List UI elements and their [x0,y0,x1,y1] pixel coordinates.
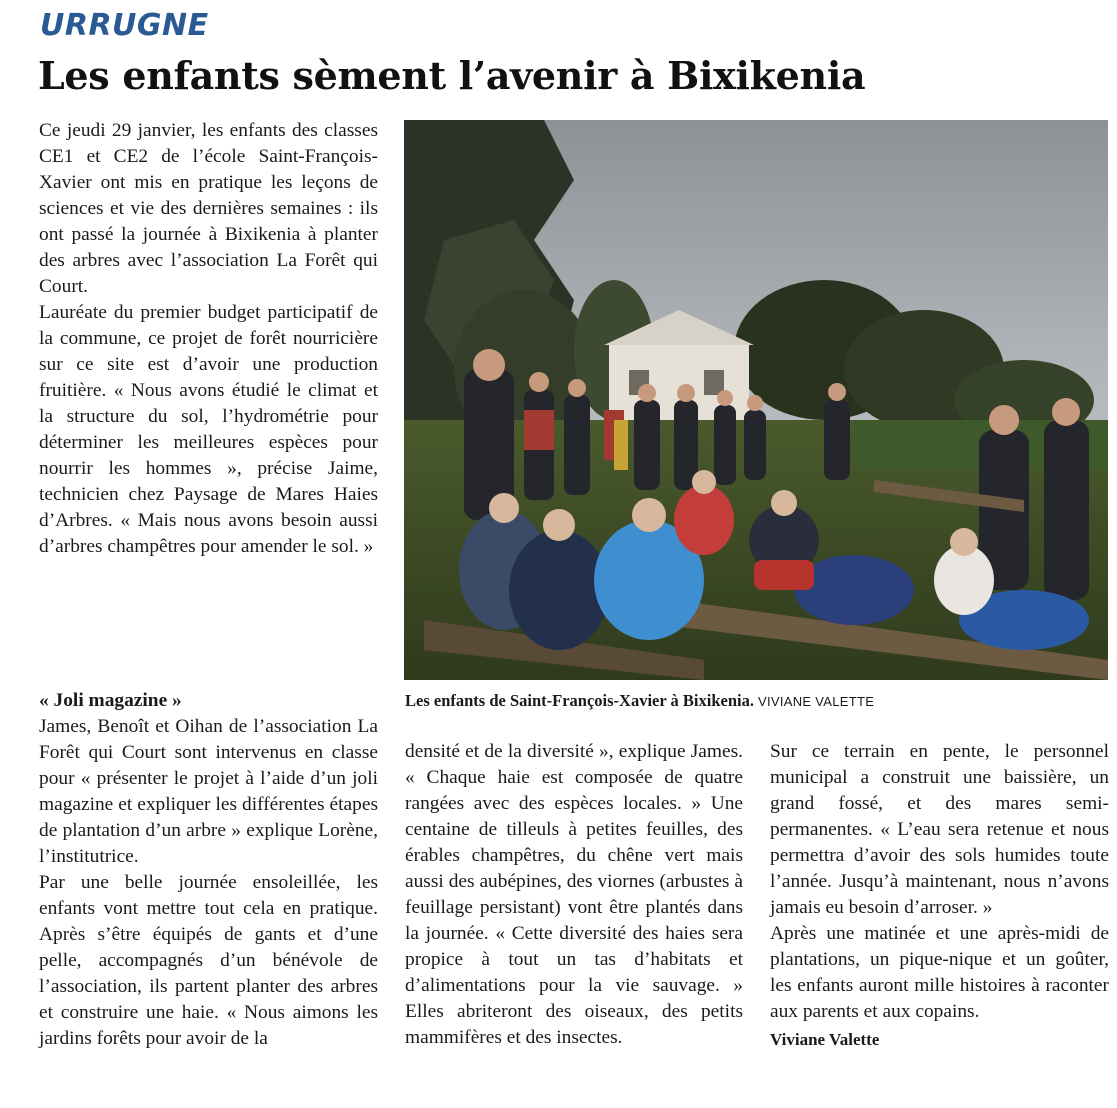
paragraph: Par une belle journée ensoleillée, les enfants vont mettre tout cela en pratique. Après s’être équipés de gants et d’une pelle, accompagnés d’un bénévole de l’association, ils partent planter des arbres et construire une haie. « Nous aimons les jardins forêts pour avoir de la [39,872,378,1049]
article-headline: Les enfants sèment l’avenir à Bixikenia [38,53,866,98]
paragraph: Après une matinée et une après-midi de plantations, un pique-nique et un goûter, les enfants auront mille histoires à raconter aux parents et aux copains. [770,923,1109,1022]
column-1 [39,118,378,560]
column-1-continued [39,688,378,1052]
column-3 [770,739,1109,1053]
article-photo [404,120,1108,680]
paragraph: James, Benoît et Oihan de l’association La Forêt qui Court sont intervenus en classe pour « présenter le projet à l’aide d’un joli magazine et expliquer les différentes étapes de plantation d’un arbre » explique Lorène, l’institutrice. [39,716,378,867]
paragraph: Sur ce terrain en pente, le personnel municipal a construit une baissière, un grand fossé, et des mares semi-permanentes. « L’eau sera retenue et nous permettra d’avoir des sols humides toute l’année. Jusqu’à maintenant, nous n’avons jamais eu besoin d’arroser. » [770,741,1109,918]
paragraph: Lauréate du premier budget participatif de la commune, ce projet de forêt nourricière sur ce site est d’avoir une production fruitière. « Nous avons étudié le climat et la structure du sol, l’hydrométrie pour déterminer les meilleures espèces pour nourrir les hommes », précise Jaime, technicien chez Paysage de Mares Haies d’Arbres. « Mais nous avons besoin aussi d’arbres champêtres pour amender le sol. » [39,302,378,557]
photo-caption [405,691,1109,711]
subheading: « Joli magazine » [39,690,182,711]
section-kicker: URRUGNE [40,8,209,43]
paragraph: Ce jeudi 29 janvier, les enfants des classes CE1 et CE2 de l’école Saint-François-Xavier ont mis en pratique les leçons de sciences et vie des dernières semaines : ils ont passé la journée à Bixikenia à planter des arbres avec l’association La Forêt qui Court. [39,120,378,297]
paragraph: densité et de la diversité », explique James. « Chaque haie est composée de quatre rangées avec des espèces locales. » Une centaine de tilleuls à petites feuilles, des érables champêtres, du chêne vert mais aussi des aubépines, des viornes (arbustes à feuillage persistant) vont être plantés dans la journée. « Cette diversité des haies sera propice à tout un tas d’habitats et d’alimentations pour la vie sauvage. » Elles abriteront des oiseaux, des petits mammifères et des insectes. [405,741,743,1048]
caption-text: Les enfants de Saint-François-Xavier à Bixikenia. [405,691,754,710]
author-signature: Viviane Valette [770,1030,880,1049]
photo-credit: VIVIANE VALETTE [757,694,875,709]
column-2 [405,739,743,1051]
